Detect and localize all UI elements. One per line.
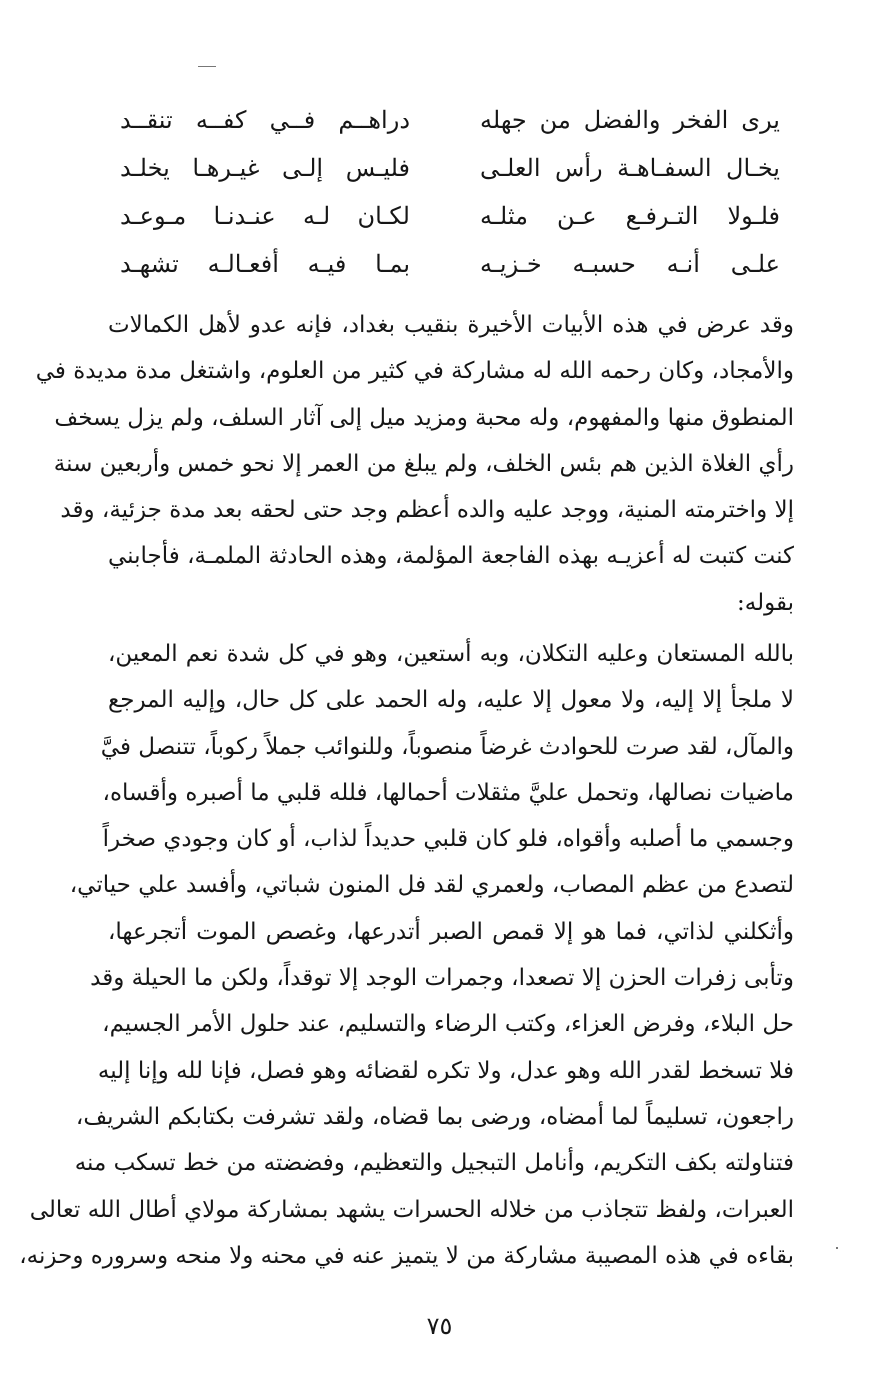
text-line: لا ملجأ إلا إليه، ولا معول إلا عليه، وله الحمد على كل حال، وإليه المرجع <box>108 687 794 714</box>
scan-speck <box>836 1247 838 1249</box>
scan-speck <box>198 66 216 67</box>
text-line: وجسمي ما أصلبه وأقواه، فلو كان قلبي حديداً لذاب، أو كان وجودي صخراً <box>102 826 794 853</box>
poem-verse <box>120 240 780 288</box>
paragraph-letter <box>19 631 794 1279</box>
poem-hemistich-first: يرى الفخر والفضل من جهله <box>480 106 780 134</box>
text-line: كنت كتبت له أعزيـه بهذه الفاجعة المؤلمة، وهذه الحادثة الملمـة، فأجابني <box>108 543 794 570</box>
text-line: راجعون، تسليماً لما أمضاه، ورضى بما قضاه، ولقد تشرفت بكتابكم الشريف، <box>75 1103 794 1130</box>
text-line: حل البلاء، وفرض العزاء، وكتب الرضاء والتسليم، عند حلول الأمر الجسيم، <box>102 1011 794 1038</box>
text-line: وتأبى زفرات الحزن إلا تصعدا، وجمرات الوجد إلا توقداً، ولكن ما الحيلة وقد <box>90 965 794 992</box>
text-line: المنطوق منها والمفهوم، وله محبة ومزيد ميل إلى آثار السلف، ولم يزل يسخف <box>54 404 794 431</box>
poem-hemistich-first: يخـال السفـاهـة رأس العلـى <box>480 154 780 182</box>
text-line: وقد عرض في هذه الأبيات الأخيرة بنقيب بغداد، فإنه عدو لأهل الكمالات <box>108 312 794 338</box>
text-line: العبرات، ولفظ تتجاذب من خلاله الحسرات يشهد بمشاركة مولاي أطال الله تعالى <box>29 1196 794 1223</box>
poem-hemistich-second: بمـا فيـه أفعـالـه تشهـد <box>120 250 410 278</box>
poem-hemistich-first: علـى أنـه حسبـه خـزيـه <box>480 250 780 278</box>
text-line: فلا تسخط لقدر الله وهو عدل، ولا تكره لقضائه وهو فصل، فإنا لله وإنا إليه <box>97 1057 794 1084</box>
text-line: والمآل، لقد صرت للحوادث غرضاً منصوباً، وللنوائب جملاً ركوباً، تتنصل فيَّ <box>100 733 794 760</box>
text-line: بالله المستعان وعليه التكلان، وبه أستعين، وهو في كل شدة نعم المعين، <box>108 641 794 667</box>
text-line: لتصدع من عظم المصاب، ولعمري لقد فل المنون شباتي، وأفسد علي حياتي، <box>69 872 794 899</box>
poem <box>120 96 780 288</box>
poem-hemistich-second: دراهــم فــي كفــه تنقــد <box>120 106 410 134</box>
poem-hemistich-first: فلـولا التـرفـع عـن مثلـه <box>480 202 780 230</box>
text-line: بقاءه في هذه المصيبة مشاركة من لا يتميز عنه في محنه ولا منحه وسروره وحزنه، <box>19 1242 794 1269</box>
text-line: بقوله: <box>736 589 794 616</box>
poem-hemistich-second: لكـان لـه عنـدنـا مـوعـد <box>120 202 410 230</box>
text-line: ماضيات نصالها، وتحمل عليَّ مثقلات أحمالها، فلله قلبي ما أصبره وأقساه، <box>102 779 794 806</box>
page-number: ٧٥ <box>426 1312 453 1340</box>
text-line: وأثكلني لذاتي، فما هو إلا قمص الصبر أتدرعها، وغصص الموت أتجرعها، <box>108 918 794 945</box>
text-line: رأي الغلاة الذين هم بئس الخلف، ولم يبلغ من العمر إلا نحو خمس وأربعين سنة <box>53 450 794 477</box>
text-line: إلا واخترمته المنية، ووجد عليه والده أعظم وجد حتى لحقه بعد مدة جزئية، وقد <box>60 497 794 524</box>
poem-hemistich-second: فليـس إلـى غيـرهـا يخلـد <box>120 154 410 182</box>
poem-verse <box>120 192 780 240</box>
text-line: والأمجاد، وكان رحمه الله له مشاركة في كثير من العلوم، واشتغل مدة مديدة في <box>35 358 794 385</box>
text-line: فتناولته بكف التكريم، وأنامل التبجيل والتعظيم، وفضضته من خط تسكب منه <box>74 1150 794 1177</box>
paragraph-commentary <box>35 302 794 626</box>
poem-verse <box>120 96 780 144</box>
poem-verse <box>120 144 780 192</box>
